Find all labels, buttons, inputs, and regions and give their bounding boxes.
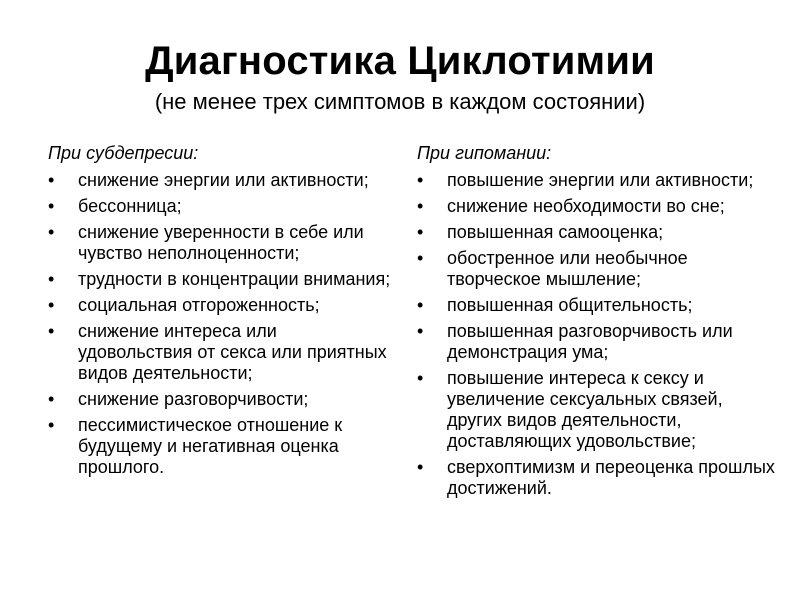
bullet-icon: • (417, 295, 424, 315)
bullet-icon: • (48, 170, 55, 190)
list-item (417, 321, 777, 363)
subdepression-column (48, 143, 393, 483)
hypomania-column (417, 143, 777, 504)
symptom-text: сверхоптимизм и переоценка прошлых достижений. (447, 457, 775, 498)
list-item (48, 269, 393, 290)
symptom-text: обостренное или необычное творческое мышление; (447, 248, 688, 289)
symptom-text: снижение уверенности в себе или чувство неполноценности; (78, 222, 364, 263)
subdepression-symptom-list (48, 170, 393, 478)
bullet-icon: • (48, 196, 55, 216)
symptom-text: повышение интереса к сексу и увеличение сексуальных связей, других видов деятельности, доставляющих удовольствие; (447, 368, 723, 451)
bullet-icon: • (417, 196, 424, 216)
slide-title: Диагностика Циклотимии (145, 39, 655, 83)
symptom-text: повышение энергии или активности; (447, 170, 754, 190)
symptom-text: бессонница; (78, 196, 182, 216)
symptom-text: снижение разговорчивости; (78, 389, 309, 409)
list-item (48, 321, 393, 384)
list-item (417, 196, 777, 217)
bullet-icon: • (48, 321, 55, 341)
hypomania-heading: При гипомании: (417, 143, 552, 163)
bullet-icon: • (417, 248, 424, 268)
list-item (417, 248, 777, 290)
list-item (48, 196, 393, 217)
list-item (48, 295, 393, 316)
bullet-icon: • (48, 295, 55, 315)
bullet-icon: • (417, 170, 424, 190)
symptom-text: повышенная самооценка; (447, 222, 664, 242)
bullet-icon: • (48, 222, 55, 242)
symptom-text: снижение необходимости во сне; (447, 196, 725, 216)
list-item (417, 170, 777, 191)
hypomania-symptom-list (417, 170, 777, 499)
subdepression-heading: При субдепресии: (48, 143, 199, 163)
bullet-icon: • (417, 457, 424, 477)
symptom-text: социальная отгороженность; (78, 295, 320, 315)
symptom-text: снижение энергии или активности; (78, 170, 369, 190)
slide-subtitle: (не менее трех симптомов в каждом состоянии) (154, 89, 646, 114)
symptom-text: снижение интереса или удовольствия от секса или приятных видов деятельности; (78, 321, 387, 383)
list-item (417, 368, 777, 452)
bullet-icon: • (417, 222, 424, 242)
list-item (48, 170, 393, 191)
bullet-icon: • (417, 321, 424, 341)
symptom-text: повышенная разговорчивость или демонстрация ума; (447, 321, 733, 362)
list-item (417, 457, 777, 499)
bullet-icon: • (48, 269, 55, 289)
list-item (48, 222, 393, 264)
symptom-text: трудности в концентрации внимания; (78, 269, 391, 289)
list-item (417, 295, 777, 316)
bullet-icon: • (48, 415, 55, 435)
symptom-text: повышенная общительность; (447, 295, 693, 315)
list-item (48, 389, 393, 410)
bullet-icon: • (48, 389, 55, 409)
symptom-text: пессимистическое отношение к будущему и негативная оценка прошлого. (78, 415, 343, 477)
list-item (417, 222, 777, 243)
bullet-icon: • (417, 368, 424, 388)
list-item (48, 415, 393, 478)
